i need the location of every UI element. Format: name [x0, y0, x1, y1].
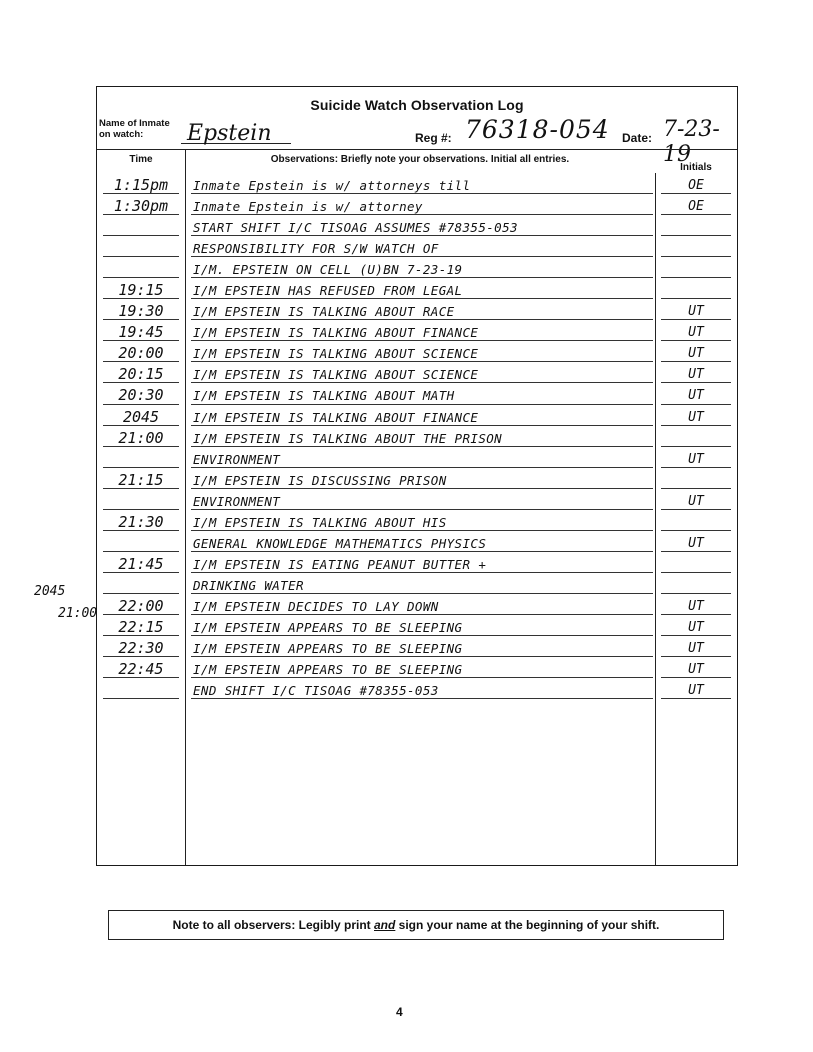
log-entry-row	[97, 680, 737, 701]
inmate-name-label	[99, 118, 170, 140]
entry-underline	[103, 509, 179, 510]
entry-time: 1:15pm	[113, 176, 169, 194]
entry-observation: I/M EPSTEIN IS TALKING ABOUT FINANCE	[193, 325, 479, 341]
entry-underline	[661, 614, 731, 615]
entry-underline	[191, 214, 653, 215]
observer-note-emphasis: and	[374, 918, 396, 932]
log-entry-row	[97, 659, 737, 680]
margin-time-note-2045: 2045	[34, 584, 66, 599]
reg-number-value: 76318-054	[465, 115, 610, 144]
form-title: Suicide Watch Observation Log	[310, 97, 524, 113]
log-entry-row	[97, 175, 737, 196]
entry-initials: UT	[688, 346, 704, 362]
entry-underline	[661, 319, 731, 320]
entry-underline	[103, 298, 179, 299]
inmate-name-label-line1: Name of Inmate	[99, 118, 170, 129]
entry-initials: UT	[688, 388, 704, 404]
entry-underline	[191, 319, 653, 320]
entry-observation: Inmate Epstein is w/ attorneys till	[193, 178, 471, 193]
entry-underline	[103, 551, 179, 552]
entry-underline	[103, 404, 179, 405]
page-number: 4	[396, 1005, 403, 1019]
log-entry-row	[97, 217, 737, 238]
entry-time: 22:00	[118, 596, 164, 615]
entry-underline	[103, 698, 179, 699]
entry-observation: I/M EPSTEIN IS TALKING ABOUT RACE	[193, 304, 455, 320]
entry-underline	[103, 467, 179, 468]
entry-time: 20:00	[118, 344, 164, 363]
log-entry-row	[97, 638, 737, 659]
entry-initials: OE	[688, 199, 704, 215]
log-entry-row	[97, 512, 737, 533]
entry-underline	[191, 656, 653, 657]
entry-underline	[103, 530, 179, 531]
entry-underline	[103, 382, 179, 383]
entry-underline	[661, 425, 731, 426]
log-entry-row	[97, 407, 737, 428]
entry-underline	[191, 404, 653, 405]
entry-initials: UT	[688, 325, 704, 341]
log-entry-row	[97, 428, 737, 449]
entry-underline	[661, 509, 731, 510]
initials-column-header: Initials	[680, 162, 712, 173]
date-value: 7-23-19	[663, 117, 720, 167]
entry-underline	[191, 340, 653, 341]
entry-observation: I/M EPSTEIN HAS REFUSED FROM LEGAL	[193, 283, 463, 299]
entry-observation: ENVIRONMENT	[193, 493, 281, 509]
entry-underline	[191, 235, 653, 236]
entry-underline	[661, 572, 731, 573]
log-entry-row	[97, 259, 737, 280]
entry-observation: I/M EPSTEIN APPEARS TO BE SLEEPING	[193, 619, 463, 635]
entry-underline	[661, 656, 731, 657]
entry-underline	[103, 593, 179, 594]
entry-underline	[191, 488, 653, 489]
entry-time: 19:15	[118, 281, 164, 300]
entry-underline	[191, 425, 653, 426]
entry-observation: I/M EPSTEIN IS TALKING ABOUT MATH	[193, 388, 455, 404]
entry-underline	[103, 193, 179, 194]
log-entry-row	[97, 554, 737, 575]
date-label: Date:	[622, 131, 653, 145]
entry-initials: UT	[688, 619, 704, 635]
entry-observation: I/M EPSTEIN IS TALKING ABOUT SCIENCE	[193, 346, 479, 362]
entry-initials: UT	[688, 683, 704, 699]
entry-underline	[191, 446, 653, 447]
inmate-name-label-line2: on watch:	[99, 129, 144, 140]
log-entries	[97, 175, 737, 701]
entry-underline	[191, 298, 653, 299]
entry-underline	[661, 551, 731, 552]
entry-underline	[661, 382, 731, 383]
entry-underline	[103, 256, 179, 257]
entry-underline	[191, 593, 653, 594]
log-entry-row	[97, 491, 737, 512]
entry-underline	[103, 635, 179, 636]
log-entry-row	[97, 617, 737, 638]
entry-underline	[191, 530, 653, 531]
entry-underline	[191, 256, 653, 257]
entry-time: 1:30pm	[113, 197, 169, 216]
entry-time: 21:45	[118, 554, 164, 573]
log-entry-row	[97, 301, 737, 322]
entry-time: 2045	[122, 407, 160, 426]
log-entry-row	[97, 575, 737, 596]
entry-underline	[103, 214, 179, 215]
entry-observation: START SHIFT I/C TISOAG ASSUMES #78355-053	[193, 220, 518, 236]
entry-time: 22:30	[118, 639, 164, 658]
entry-underline	[191, 635, 653, 636]
entry-underline	[103, 656, 179, 657]
observer-note-post: sign your name at the beginning of your shift.	[395, 918, 660, 932]
entry-observation: I/M EPSTEIN IS DISCUSSING PRISON	[193, 472, 447, 488]
entry-initials: UT	[688, 409, 704, 425]
entry-underline	[661, 340, 731, 341]
entry-underline	[103, 446, 179, 447]
entry-observation: Inmate Epstein is w/ attorney	[193, 199, 423, 215]
entry-underline	[661, 488, 731, 489]
log-entry-row	[97, 196, 737, 217]
log-entry-row	[97, 449, 737, 470]
entry-time: 21:00	[118, 428, 164, 447]
entry-underline	[661, 635, 731, 636]
entry-observation: ENVIRONMENT	[193, 451, 281, 467]
entry-initials: UT	[688, 304, 704, 320]
log-entry-row	[97, 596, 737, 617]
entry-observation: I/M. EPSTEIN ON CELL (U)BN 7-23-19	[193, 262, 463, 278]
inmate-name-value: Epstein	[187, 121, 272, 146]
entry-observation: I/M EPSTEIN APPEARS TO BE SLEEPING	[193, 641, 463, 657]
entry-underline	[191, 614, 653, 615]
entry-observation: I/M EPSTEIN IS TALKING ABOUT HIS	[193, 514, 447, 530]
entry-observation: I/M EPSTEIN IS TALKING ABOUT FINANCE	[193, 409, 479, 425]
entry-underline	[103, 235, 179, 236]
log-entry-row	[97, 322, 737, 343]
entry-observation: I/M EPSTEIN APPEARS TO BE SLEEPING	[193, 662, 463, 678]
reg-number-label: Reg #:	[415, 131, 452, 145]
entry-underline	[191, 361, 653, 362]
entry-time: 22:45	[118, 660, 164, 679]
entry-underline	[103, 425, 179, 426]
entry-time: 20:30	[118, 386, 164, 405]
entry-observation: I/M EPSTEIN IS TALKING ABOUT THE PRISON	[193, 430, 503, 446]
entry-underline	[103, 614, 179, 615]
log-entry-row	[97, 385, 737, 406]
entry-underline	[103, 488, 179, 489]
log-entry-row	[97, 343, 737, 364]
entry-underline	[661, 677, 731, 678]
entry-underline	[661, 446, 731, 447]
entry-initials: UT	[688, 641, 704, 657]
entry-underline	[661, 467, 731, 468]
entry-observation: RESPONSIBILITY FOR S/W WATCH OF	[193, 241, 439, 257]
entry-underline	[661, 256, 731, 257]
entry-time: 21:30	[118, 512, 164, 531]
log-entry-row	[97, 364, 737, 385]
log-entry-row	[97, 533, 737, 554]
entry-underline	[191, 467, 653, 468]
entry-time: 20:15	[118, 365, 164, 384]
entry-underline	[191, 277, 653, 278]
entry-underline	[661, 530, 731, 531]
entry-observation: I/M EPSTEIN DECIDES TO LAY DOWN	[193, 598, 439, 614]
observer-note-pre: Note to all observers: Legibly print	[172, 918, 374, 932]
observations-column-header: Observations: Briefly note your observations. Initial all entries.	[270, 154, 570, 165]
entry-underline	[191, 572, 653, 573]
entry-underline	[103, 340, 179, 341]
header-divider	[97, 149, 737, 150]
entry-time: 19:30	[118, 302, 164, 321]
time-column-header: Time	[129, 154, 153, 165]
observation-log-form	[96, 86, 738, 866]
entry-underline	[661, 593, 731, 594]
observer-note	[108, 910, 724, 940]
entry-underline	[191, 698, 653, 699]
entry-initials: UT	[688, 451, 704, 467]
entry-observation: DRINKING WATER	[193, 577, 304, 593]
entry-underline	[191, 509, 653, 510]
entry-underline	[661, 361, 731, 362]
entry-time: 19:45	[118, 323, 164, 342]
entry-underline	[661, 698, 731, 699]
entry-underline	[103, 319, 179, 320]
entry-time: 21:15	[118, 470, 164, 489]
margin-time-note-2100: 21:00	[58, 606, 98, 621]
entry-underline	[191, 551, 653, 552]
log-entry-row	[97, 280, 737, 301]
entry-underline	[661, 193, 731, 194]
entry-underline	[661, 277, 731, 278]
entry-initials: UT	[688, 598, 704, 614]
entry-underline	[103, 277, 179, 278]
entry-underline	[103, 677, 179, 678]
entry-initials: UT	[688, 535, 704, 551]
entry-initials: UT	[688, 367, 704, 383]
entry-observation: I/M EPSTEIN IS EATING PEANUT BUTTER +	[193, 556, 487, 572]
entry-underline	[661, 214, 731, 215]
entry-underline	[103, 361, 179, 362]
entry-underline	[661, 298, 731, 299]
entry-initials: UT	[688, 662, 704, 678]
entry-underline	[191, 677, 653, 678]
log-entry-row	[97, 470, 737, 491]
entry-underline	[661, 404, 731, 405]
entry-initials: OE	[688, 178, 704, 193]
entry-observation: I/M EPSTEIN IS TALKING ABOUT SCIENCE	[193, 367, 479, 383]
entry-initials: UT	[688, 493, 704, 509]
entry-underline	[661, 235, 731, 236]
entry-underline	[191, 193, 653, 194]
entry-observation: GENERAL KNOWLEDGE MATHEMATICS PHYSICS	[193, 535, 487, 551]
entry-underline	[103, 572, 179, 573]
entry-underline	[191, 382, 653, 383]
log-entry-row	[97, 238, 737, 259]
entry-observation: END SHIFT I/C TISOAG #78355-053	[193, 683, 439, 699]
entry-time: 22:15	[118, 617, 164, 636]
